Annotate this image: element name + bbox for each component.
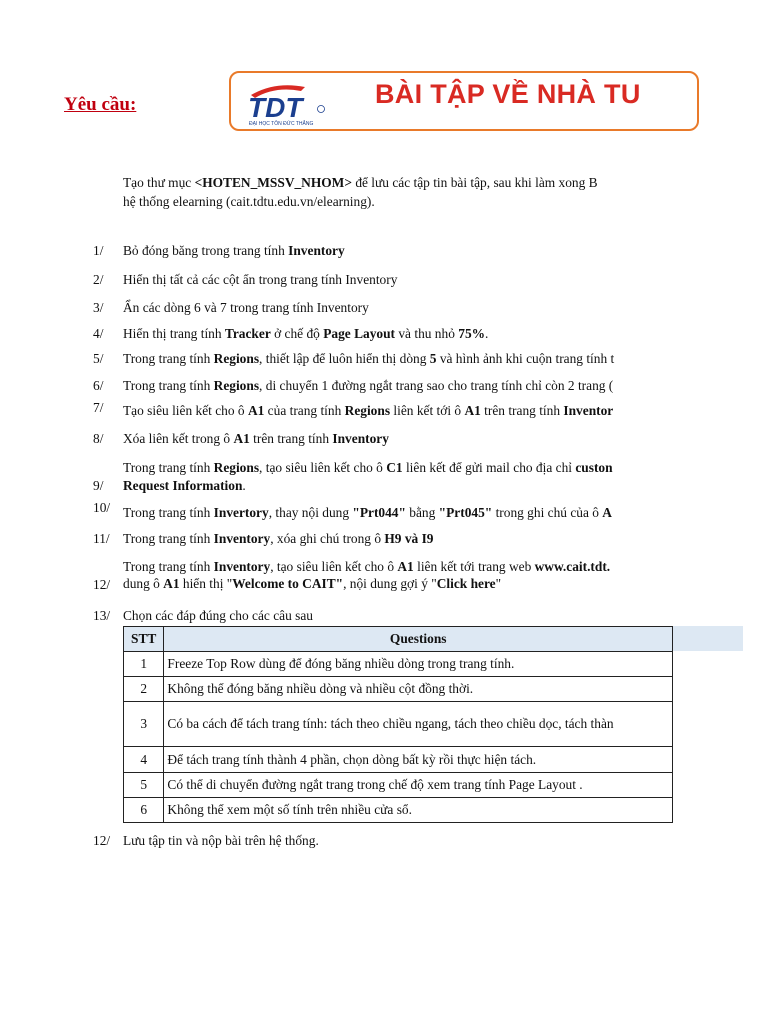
- task-number: 7/: [93, 400, 104, 415]
- stt-cell: 6: [124, 798, 164, 823]
- question-cell: Không thể xem một số tính trên nhiều cửa sổ.: [164, 798, 673, 823]
- question-cell: Không thể đóng băng nhiều dòng và nhiều cột đồng thời.: [164, 677, 673, 702]
- task-text: Hiển thị tất cả các cột ẩn trong trang tính Inventory: [123, 272, 398, 287]
- section-label: Yêu cầu:: [64, 94, 137, 115]
- task-text: Trong trang tính Regions, tạo siêu liên kết cho ô C1 liên kết để gửi mail cho địa chỉ custon: [123, 460, 613, 475]
- question-cell: Để tách trang tính thành 4 phần, chọn dòng bất kỳ rồi thực hiện tách.: [164, 747, 673, 773]
- table-row: [124, 652, 673, 677]
- banner-title: BÀI TẬP VỀ NHÀ TU: [375, 79, 641, 109]
- task-text: Hiển thị trang tính Tracker ở chế độ Page Layout và thu nhỏ 75%.: [123, 326, 489, 341]
- task-number: 12/: [93, 833, 111, 848]
- task-number: 9/: [93, 478, 104, 493]
- question-cell: Có ba cách để tách trang tính: tách theo chiều ngang, tách theo chiều dọc, tách thàn: [164, 702, 673, 747]
- task-text: Tạo siêu liên kết cho ô A1 của trang tính Regions liên kết tới ô A1 trên trang tính Inventor: [123, 403, 614, 418]
- column-header-questions: Questions: [164, 627, 673, 652]
- svg-text:TDT: TDT: [248, 92, 303, 123]
- stt-cell: 2: [124, 677, 164, 702]
- intro-line-2: hệ thống elearning (cait.tdtu.edu.vn/elearning).: [123, 194, 375, 209]
- task-text: Trong trang tính Regions, di chuyển 1 đường ngắt trang sao cho trang tính chỉ còn 2 trang (: [123, 378, 614, 393]
- stt-cell: 5: [124, 773, 164, 798]
- task-text: Lưu tập tin và nộp bài trên hệ thống.: [123, 833, 319, 848]
- task-text: Trong trang tính Inventory, xóa ghi chú trong ô H9 và I9: [123, 531, 434, 546]
- task-number: 1/: [93, 243, 104, 258]
- task-number: 10/: [93, 500, 111, 515]
- task-number: 8/: [93, 431, 104, 446]
- table-row: [124, 747, 673, 773]
- task-text: Xóa liên kết trong ô A1 trên trang tính Inventory: [123, 431, 389, 446]
- svg-text:ĐẠI HỌC TÔN ĐỨC THẮNG: ĐẠI HỌC TÔN ĐỨC THẮNG: [249, 121, 314, 127]
- task-number: 13/: [93, 608, 111, 623]
- task-number: 5/: [93, 351, 104, 366]
- task-number: 3/: [93, 300, 104, 315]
- task-text: Ẩn các dòng 6 và 7 trong trang tính Inventory: [123, 300, 369, 315]
- table-row: [124, 773, 673, 798]
- stt-cell: 4: [124, 747, 164, 773]
- table-row: [124, 702, 673, 747]
- question-cell: Freeze Top Row dùng để đóng băng nhiều dòng trong trang tính.: [164, 652, 673, 677]
- table-row: [124, 798, 673, 823]
- column-header-stt: STT: [124, 627, 164, 652]
- stt-cell: 3: [124, 702, 164, 747]
- task-text-line-2: Request Information.: [123, 478, 246, 493]
- header-fill-extension: [673, 626, 743, 651]
- task-text: Trong trang tính Invertory, thay nội dung "Prt044" bằng "Prt045" trong ghi chú của ô A: [123, 505, 612, 520]
- task-text: Chọn các đáp đúng cho các câu sau: [123, 608, 313, 623]
- task-text: Trong trang tính Inventory, tạo siêu liên kết cho ô A1 liên kết tới trang web www.cait.tdt.: [123, 559, 611, 574]
- task-number: 4/: [93, 326, 104, 341]
- table-row: [124, 677, 673, 702]
- task-number: 6/: [93, 378, 104, 393]
- stt-cell: 1: [124, 652, 164, 677]
- task-number: 11/: [93, 531, 110, 546]
- task-number: 2/: [93, 272, 104, 287]
- table-header-row: [124, 627, 673, 652]
- task-text: Trong trang tính Regions, thiết lập để luôn hiển thị dòng 5 và hình ảnh khi cuộn trang tính t: [123, 351, 615, 366]
- intro-line-1: Tạo thư mục <HOTEN_MSSV_NHOM> để lưu các tập tin bài tập, sau khi làm xong B: [123, 175, 598, 190]
- question-cell: Có thể di chuyển đường ngắt trang trong chế độ xem trang tính Page Layout .: [164, 773, 673, 798]
- task-text-line-2: dung ô A1 hiển thị "Welcome to CAIT", nội dung gợi ý "Click here": [123, 576, 502, 591]
- questions-table: [123, 626, 673, 823]
- task-number: 12/: [93, 577, 111, 592]
- task-text: Bỏ đóng băng trong trang tính Inventory: [123, 243, 345, 258]
